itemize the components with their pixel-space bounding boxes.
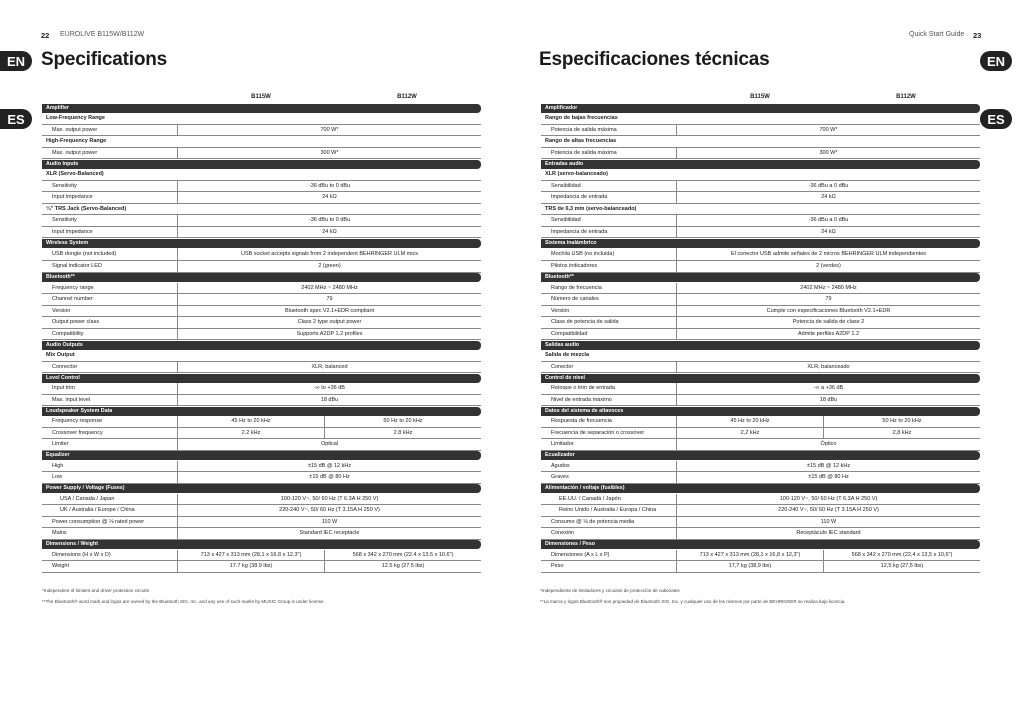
spec-value: Class 2 type output power — [297, 319, 362, 325]
spec-value: 45 Hz to 20 kHz — [677, 416, 824, 427]
section-header: Amplifier — [42, 104, 481, 113]
subsection-label: XLR (servo-balanceado) — [541, 169, 980, 181]
spec-label: USA / Canada / Japan — [42, 494, 178, 505]
page-title-es: Especificaciones técnicas — [539, 49, 770, 70]
spec-value: 79 — [326, 296, 333, 302]
table-row — [42, 317, 481, 329]
column-b115w: B115W — [750, 94, 770, 100]
column-b112w: B112W — [896, 94, 916, 100]
section-header: Salidas audio — [541, 341, 980, 350]
table-row — [42, 383, 481, 395]
subsection-label: High-Frequency Range — [42, 136, 481, 148]
spec-value: 50 Hz to 20 kHz — [882, 418, 922, 424]
spec-label: Rango de frecuencia — [541, 283, 677, 294]
section-header: Entradas audio — [541, 160, 980, 169]
section-header: Wireless System — [42, 239, 481, 248]
section-header: Ecualizador — [541, 451, 980, 460]
spec-value: 2.8 kHz — [393, 429, 413, 436]
spec-label: Low — [42, 472, 178, 483]
spec-value: Supports A2DP 1.2 profiles — [296, 330, 363, 337]
table-row — [42, 461, 481, 473]
spec-label: Retoque o trim de entrada — [541, 383, 677, 394]
spec-label: Sensitivity — [42, 215, 178, 226]
spec-label: Frecuencia de separación o crossover — [541, 428, 677, 439]
subsection-label: Low-Frequency Range — [42, 113, 481, 125]
spec-label: Sensitivity — [42, 181, 178, 192]
spec-label: Potencia de salida máxima — [541, 125, 677, 136]
spec-label: Mochila USB (no incluida) — [541, 248, 677, 260]
table-row — [42, 261, 481, 273]
spec-value: 12.5 kg (27.5 lbs) — [381, 563, 425, 569]
page-title-en: Specifications — [41, 49, 168, 70]
spec-value: 100-120 V~, 50/ 60 Hz (T 6.3A H 250 V) — [779, 495, 878, 502]
spec-value: Potencia de salida de clase 2 — [792, 319, 865, 325]
spec-value: 713 x 427 x 313 mm (28.1 x 16.8 x 12.3") — [178, 550, 325, 561]
table-row — [541, 561, 980, 573]
spec-value: -36 dBu a 0 dBu — [808, 182, 849, 189]
table-row — [42, 192, 481, 204]
spec-table-en — [42, 93, 481, 573]
table-row — [42, 428, 481, 440]
spec-table-es — [541, 93, 980, 573]
spec-label: Sensibilidad — [541, 215, 677, 226]
subsection-label: XLR (Servo-Balanced) — [42, 169, 481, 181]
spec-label: EE.UU. / Canadá / Japón — [541, 494, 677, 505]
spec-label: Limiter — [42, 439, 178, 450]
table-row — [541, 192, 980, 204]
model-name: EUROLIVE B115W/B112W — [60, 31, 145, 38]
spec-label: Clase de potencia de salida — [541, 317, 677, 328]
spec-value: 2 (verdes) — [816, 263, 841, 269]
spec-value: 300 W* — [320, 149, 339, 156]
section-header: Equalizer — [42, 451, 481, 460]
spec-value: 700 W* — [819, 126, 838, 133]
table-row — [42, 283, 481, 295]
spec-value: 110 W — [321, 518, 338, 525]
spec-label: Weight — [42, 561, 178, 572]
spec-value: 713 x 427 x 313 mm (28,1 x 16,8 x 12,3") — [677, 550, 824, 561]
table-row — [541, 472, 980, 484]
table-row — [42, 494, 481, 506]
table-row — [541, 248, 980, 261]
spec-label: Signal indicator LED — [42, 261, 178, 272]
spec-label: Reino Unido / Australia / Europa / China — [541, 505, 677, 516]
spec-label: Max. output power — [42, 125, 178, 136]
table-row — [541, 294, 980, 306]
table-row — [42, 550, 481, 562]
lang-tab-en-right[interactable]: EN — [980, 51, 1012, 71]
table-row — [541, 383, 980, 395]
spec-label: Mains — [42, 528, 178, 539]
lang-tab-en[interactable]: EN — [0, 51, 32, 71]
spec-value: 17.7 kg (38.9 lbs) — [178, 561, 325, 572]
spec-label: Channel number — [42, 294, 178, 305]
table-row — [42, 362, 481, 374]
section-header: Level Control — [42, 374, 481, 383]
table-row — [541, 494, 980, 506]
table-row — [541, 517, 980, 529]
spec-label: Número de canales — [541, 294, 677, 305]
table-row — [541, 215, 980, 227]
table-row — [541, 261, 980, 273]
spec-label: Input impedance — [42, 192, 178, 203]
spec-label: Sensibilidad — [541, 181, 677, 192]
spec-value: 2,8 kHz — [892, 429, 912, 436]
spec-value: 50 Hz to 20 kHz — [383, 418, 423, 424]
table-row — [42, 227, 481, 239]
column-headers — [42, 93, 481, 103]
table-row — [541, 439, 980, 451]
spec-label: Conector — [541, 362, 677, 373]
table-row — [541, 329, 980, 341]
spec-value: 45 Hz to 20 kHz — [178, 416, 325, 427]
spec-value: El conector USB admite señales de 2 micros BEHRINGER ULM independientes — [730, 251, 927, 257]
table-row — [42, 517, 481, 529]
subsection-label: Rango de altas frecuencias — [541, 136, 980, 148]
subsection-label: ¼" TRS Jack (Servo-Balanced) — [42, 204, 481, 216]
spec-value: 12,5 kg (27,5 lbs) — [880, 563, 924, 569]
spec-label: USB dongle (not included) — [42, 248, 178, 260]
table-row — [541, 283, 980, 295]
section-header: Datos del sistema de altavoces — [541, 407, 980, 416]
table-row — [541, 428, 980, 440]
section-header: Dimensions / Weight — [42, 540, 481, 549]
column-b115w: B115W — [251, 94, 271, 100]
spec-value: Optical — [320, 441, 339, 447]
spec-value: -36 dBu to 0 dBu — [308, 182, 351, 189]
spec-label: Max. input level — [42, 395, 178, 406]
spec-value: ±15 dB @ 80 Hz — [309, 474, 350, 480]
spec-label: Limitador — [541, 439, 677, 450]
section-header: Audio Outputs — [42, 341, 481, 350]
subsection-label: Salida de mezcla — [541, 350, 980, 362]
table-row — [541, 395, 980, 407]
spec-value: 24 kΩ — [322, 228, 337, 235]
spec-value: 17,7 kg (38,9 lbs) — [677, 561, 824, 572]
spec-value: -∞ a +36 dB — [813, 385, 844, 391]
lang-tab-es-right[interactable]: ES — [980, 109, 1012, 129]
table-row — [42, 472, 481, 484]
section-header: Power Supply / Voltage (Fuses) — [42, 484, 481, 493]
spec-label: Dimensiones (A x L x P) — [541, 550, 677, 561]
table-row — [42, 181, 481, 193]
spec-value: -36 dBu a 0 dBu — [808, 217, 849, 223]
subsection-label: Rango de bajas frecuencias — [541, 113, 980, 125]
spec-value: Standard IEC receptacle — [299, 530, 360, 536]
table-row — [541, 461, 980, 473]
spec-value: 24 kΩ — [821, 228, 836, 235]
table-row — [42, 148, 481, 160]
spec-value: -∞ to +36 dB — [314, 385, 345, 391]
spec-label: Respuesta de frecuencia — [541, 416, 677, 427]
spec-label: Compatibilidad — [541, 329, 677, 340]
spec-value: Óptico — [820, 441, 837, 447]
guide-label: Quick Start Guide — [909, 31, 965, 38]
spec-label: Impedancia de entrada — [541, 192, 677, 203]
spec-label: Graves — [541, 472, 677, 483]
spec-value: 18 dBu — [320, 396, 339, 403]
spec-label: Impedancia de entrada — [541, 227, 677, 238]
spec-value: 110 W — [820, 518, 837, 525]
table-row — [42, 294, 481, 306]
spec-label: UK / Australia / Europe / China — [42, 505, 178, 516]
spec-value: Bluetooth spec V2.1+EDR compliant — [284, 307, 375, 314]
spec-label: Input trim — [42, 383, 178, 394]
spec-value: 18 dBu — [819, 396, 838, 403]
spec-value: USB socket accepts signals from 2 independent BEHRINGER ULM mics — [241, 251, 418, 257]
spec-label: Agudos — [541, 461, 677, 472]
section-header: Dimensiones / Peso — [541, 540, 980, 549]
section-header: Amplificador — [541, 104, 980, 113]
footnote-1-en: *Independent of limiters and driver protection circuits — [42, 588, 149, 593]
spec-label: Nivel de entrada máximo — [541, 395, 677, 406]
spec-label: Peso — [541, 561, 677, 572]
section-header: Loudspeaker System Data — [42, 407, 481, 416]
spec-value: 700 W* — [320, 126, 339, 133]
spec-value: 2402 MHz ~ 2480 MHz — [301, 284, 358, 291]
table-row — [42, 306, 481, 318]
table-row — [42, 416, 481, 428]
spec-value: Receptáculo IEC standard — [796, 530, 861, 536]
spec-value: 568 x 342 x 270 mm (22,4 x 13,5 x 10,6") — [851, 551, 953, 558]
table-row — [42, 329, 481, 341]
spec-value: 300 W* — [819, 149, 838, 156]
spec-label: Versión — [541, 306, 677, 317]
table-row — [541, 362, 980, 374]
spec-value: 220-240 V~, 50/ 60 Hz (T 3.15A H 250 V) — [778, 507, 879, 513]
spec-label: Dimensions (H x W x D) — [42, 550, 178, 561]
spec-value: XLR, balanceado — [807, 363, 850, 370]
table-row — [541, 505, 980, 517]
subsection-label: TRS de 6,3 mm (servo-balanceado) — [541, 204, 980, 216]
spec-label: Conexión — [541, 528, 677, 539]
table-row — [541, 416, 980, 428]
spec-label: Version — [42, 306, 178, 317]
spec-value: Cumple con especificaciones Bluetooth V2.1+EDR — [766, 307, 891, 314]
table-row — [42, 528, 481, 540]
spec-label: Consumo @ ⅛ de potencia media — [541, 517, 677, 528]
spec-value: 2,2 kHz — [677, 428, 824, 439]
spec-label: Output power class — [42, 317, 178, 328]
spec-value: ±15 dB @ 12 kHz — [806, 462, 851, 469]
table-row — [42, 215, 481, 227]
table-row — [541, 550, 980, 562]
spec-value: 2402 MHz ~ 2480 MHz — [800, 284, 857, 291]
spec-label: Power consumption @ ⅛ rated power — [42, 517, 178, 528]
spec-label: Pilotos indicadores — [541, 261, 677, 272]
table-row — [541, 317, 980, 329]
table-row — [541, 181, 980, 193]
spec-label: High — [42, 461, 178, 472]
table-row — [541, 306, 980, 318]
section-header: Alimentación / voltaje (fusibles) — [541, 484, 980, 493]
spec-value: ±15 dB @ 80 Hz — [808, 474, 849, 480]
subsection-label: Mix Output — [42, 350, 481, 362]
table-row — [42, 561, 481, 573]
spec-value: ±15 dB @ 12 kHz — [307, 462, 352, 469]
table-row — [541, 125, 980, 137]
table-row — [541, 227, 980, 239]
table-row — [42, 505, 481, 517]
column-b112w: B112W — [397, 94, 417, 100]
spec-value: 79 — [825, 296, 832, 302]
section-header: Control de nivel — [541, 374, 980, 383]
spec-value: 568 x 342 x 270 mm (22.4 x 13.5 x 10.6") — [352, 551, 454, 558]
table-row — [541, 528, 980, 540]
table-row — [42, 395, 481, 407]
spec-value: 100-120 V~, 50/ 60 Hz (T 6.3A H 250 V) — [280, 495, 379, 502]
spec-label: Frequency response — [42, 416, 178, 427]
spec-label: Connector — [42, 362, 178, 373]
page-number-left: 22 — [41, 31, 50, 40]
column-headers — [541, 93, 980, 103]
section-header: Bluetooth** — [541, 273, 980, 282]
footnote-2-en: **The Bluetooth® word mark and logos are owned by the Bluetooth SIG, Inc. and any use of such marks by MUSIC Group is under license. — [42, 599, 325, 604]
spec-label: Compatibility — [42, 329, 178, 340]
spec-label: Frequency range — [42, 283, 178, 294]
footnote-1-es: *Independiente de limitadores y circuitos de protección de cabezales — [540, 588, 680, 593]
spec-value: 2 (green) — [318, 263, 341, 269]
spec-value: 24 kΩ — [821, 194, 836, 200]
spec-value: -36 dBu to 0 dBu — [308, 217, 351, 223]
section-header: Sistema inalámbrico — [541, 239, 980, 248]
spec-value: Admite perfiles A2DP 1.2 — [797, 330, 860, 337]
spec-value: 2.2 kHz — [178, 428, 325, 439]
spec-label: Input impedance — [42, 227, 178, 238]
page-number-right: 23 — [973, 31, 982, 40]
table-row — [541, 148, 980, 160]
spec-label: Potencia de salida máxima — [541, 148, 677, 159]
spec-label: Max. output power — [42, 148, 178, 159]
spec-value: 220-240 V~, 50/ 60 Hz (T 3.15A H 250 V) — [279, 507, 380, 513]
spec-value: XLR, balanced — [311, 363, 348, 370]
spec-value: 24 kΩ — [322, 194, 337, 200]
spec-label: Crossover frequency — [42, 428, 178, 439]
table-row — [42, 248, 481, 261]
section-header: Bluetooth** — [42, 273, 481, 282]
table-row — [42, 439, 481, 451]
table-row — [42, 125, 481, 137]
section-header: Audio Inputs — [42, 160, 481, 169]
lang-tab-es[interactable]: ES — [0, 109, 32, 129]
footnote-2-es: **La marca y logos Bluetooth® son propiedad de Bluetooth SIG, Inc. y cualquier uso de los mismos por parte de BEHRINGER se realiza bajo licencia. — [540, 599, 846, 604]
